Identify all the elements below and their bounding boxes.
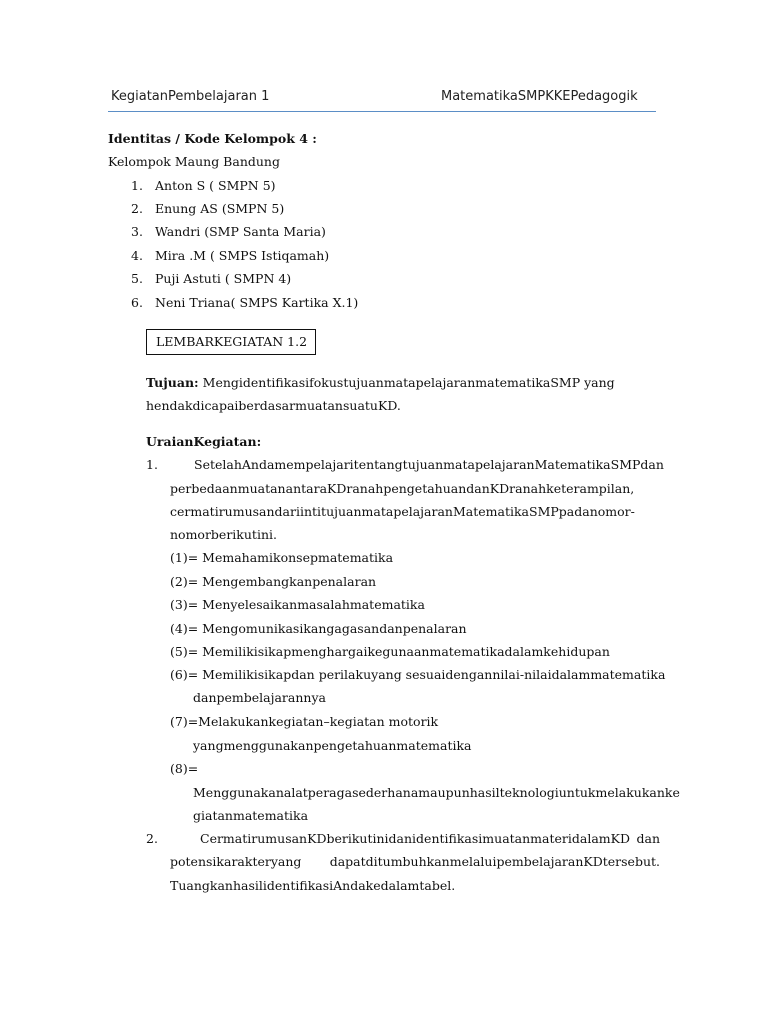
member-number: 1. — [131, 178, 143, 193]
objective-item: (2)= Mengembangkanpenalaran — [170, 574, 377, 589]
objective-item: (4)= Mengomunikasikangagasandanpenalaran — [170, 621, 467, 636]
objective-item-cont: giatanmatematika — [193, 808, 309, 823]
item1-line3: cermatirumusandariintitujuanmatapelajaranMatematikaSMPpadanomor- — [170, 504, 635, 519]
item1-line2: perbedaanmuatanantaraKDranahpengetahuandanKDranahketerampilan, — [170, 481, 635, 496]
objective-item-cont: yangmenggunakanpengetahuanmatematika — [193, 738, 472, 753]
member-number: 5. — [131, 271, 143, 286]
item1-line1 — [194, 457, 664, 473]
member-name: Neni Triana( SMPS Kartika X.1) — [155, 295, 359, 310]
item2-line1-text: CermatirumusanKDberikutinidanidentifikasimuatanmateridalamKD — [200, 831, 630, 846]
member-name: Enung AS (SMPN 5) — [155, 201, 285, 216]
member-number: 3. — [131, 224, 143, 239]
objective-item-cont: danpembelajarannya — [193, 690, 326, 705]
member-number: 6. — [131, 295, 143, 310]
objective-item: (6)= Memilikisikapdan perilakuyang sesuaidengannilai-nilaidalammatematika — [170, 667, 666, 682]
item2-line1-end: dan — [636, 831, 660, 846]
objective-item: (5)= Memilikisikapmenghargaikegunaanmatematikadalamkehidupan — [170, 644, 610, 659]
item1-line1-end: dan — [640, 457, 664, 472]
tujuan-line — [146, 375, 615, 391]
member-name: Wandri (SMP Santa Maria) — [155, 224, 326, 239]
member-number: 4. — [131, 248, 143, 263]
item2-line2 — [170, 854, 660, 870]
item2-line1 — [200, 831, 660, 847]
member-name: Anton S ( SMPN 5) — [155, 178, 276, 193]
item1-line1-text: SetelahAndamempelajaritentangtujuanmatapelajaranMatematikaSMP — [194, 457, 641, 472]
tujuan-text-cont: hendakdicapaiberdasarmuatansuatuKD. — [146, 398, 401, 413]
member-number: 2. — [131, 201, 143, 216]
member-name: Mira .M ( SMPS Istiqamah) — [155, 248, 330, 263]
item-number: 1. — [146, 457, 158, 472]
tujuan-label: Tujuan: — [146, 375, 199, 390]
objective-item: (8)= — [170, 761, 199, 776]
activity-sheet-box — [146, 329, 316, 355]
group-name: Kelompok Maung Bandung — [108, 154, 280, 169]
objective-item: (7)=Melakukankegiatan–kegiatan motorik — [170, 714, 439, 729]
tujuan-text: MengidentifikasifokustujuanmatapelajaranmatematikaSMP yang — [202, 375, 615, 390]
item1-line4: nomorberikutini. — [170, 527, 277, 542]
item2-line2-text: potensikarakteryang — [170, 854, 302, 869]
uraian-label: UraianKegiatan: — [146, 434, 262, 449]
member-name: Puji Astuti ( SMPN 4) — [155, 271, 292, 286]
item-number: 2. — [146, 831, 158, 846]
identity-title: Identitas / Kode Kelompok 4 : — [108, 131, 317, 146]
header-right-title: MatematikaSMPKKEPedagogik — [441, 89, 638, 104]
item2-line3: TuangkanhasilidentifikasiAndakedalamtabel. — [170, 878, 456, 893]
objective-item-cont: Menggunakanalatperagasederhanamaupunhasilteknologiuntukmelakukanke — [193, 785, 680, 800]
item2-line2-end: dapatditumbuhkanmelaluipembelajaranKDtersebut. — [329, 854, 660, 869]
header-divider — [108, 111, 656, 112]
activity-sheet-label: LEMBARKEGIATAN 1.2 — [156, 334, 308, 349]
header-left-title: KegiatanPembelajaran 1 — [111, 89, 270, 104]
objective-item: (1)= Memahamikonsepmatematika — [170, 550, 394, 565]
objective-item: (3)= Menyelesaikanmasalahmatematika — [170, 597, 425, 612]
